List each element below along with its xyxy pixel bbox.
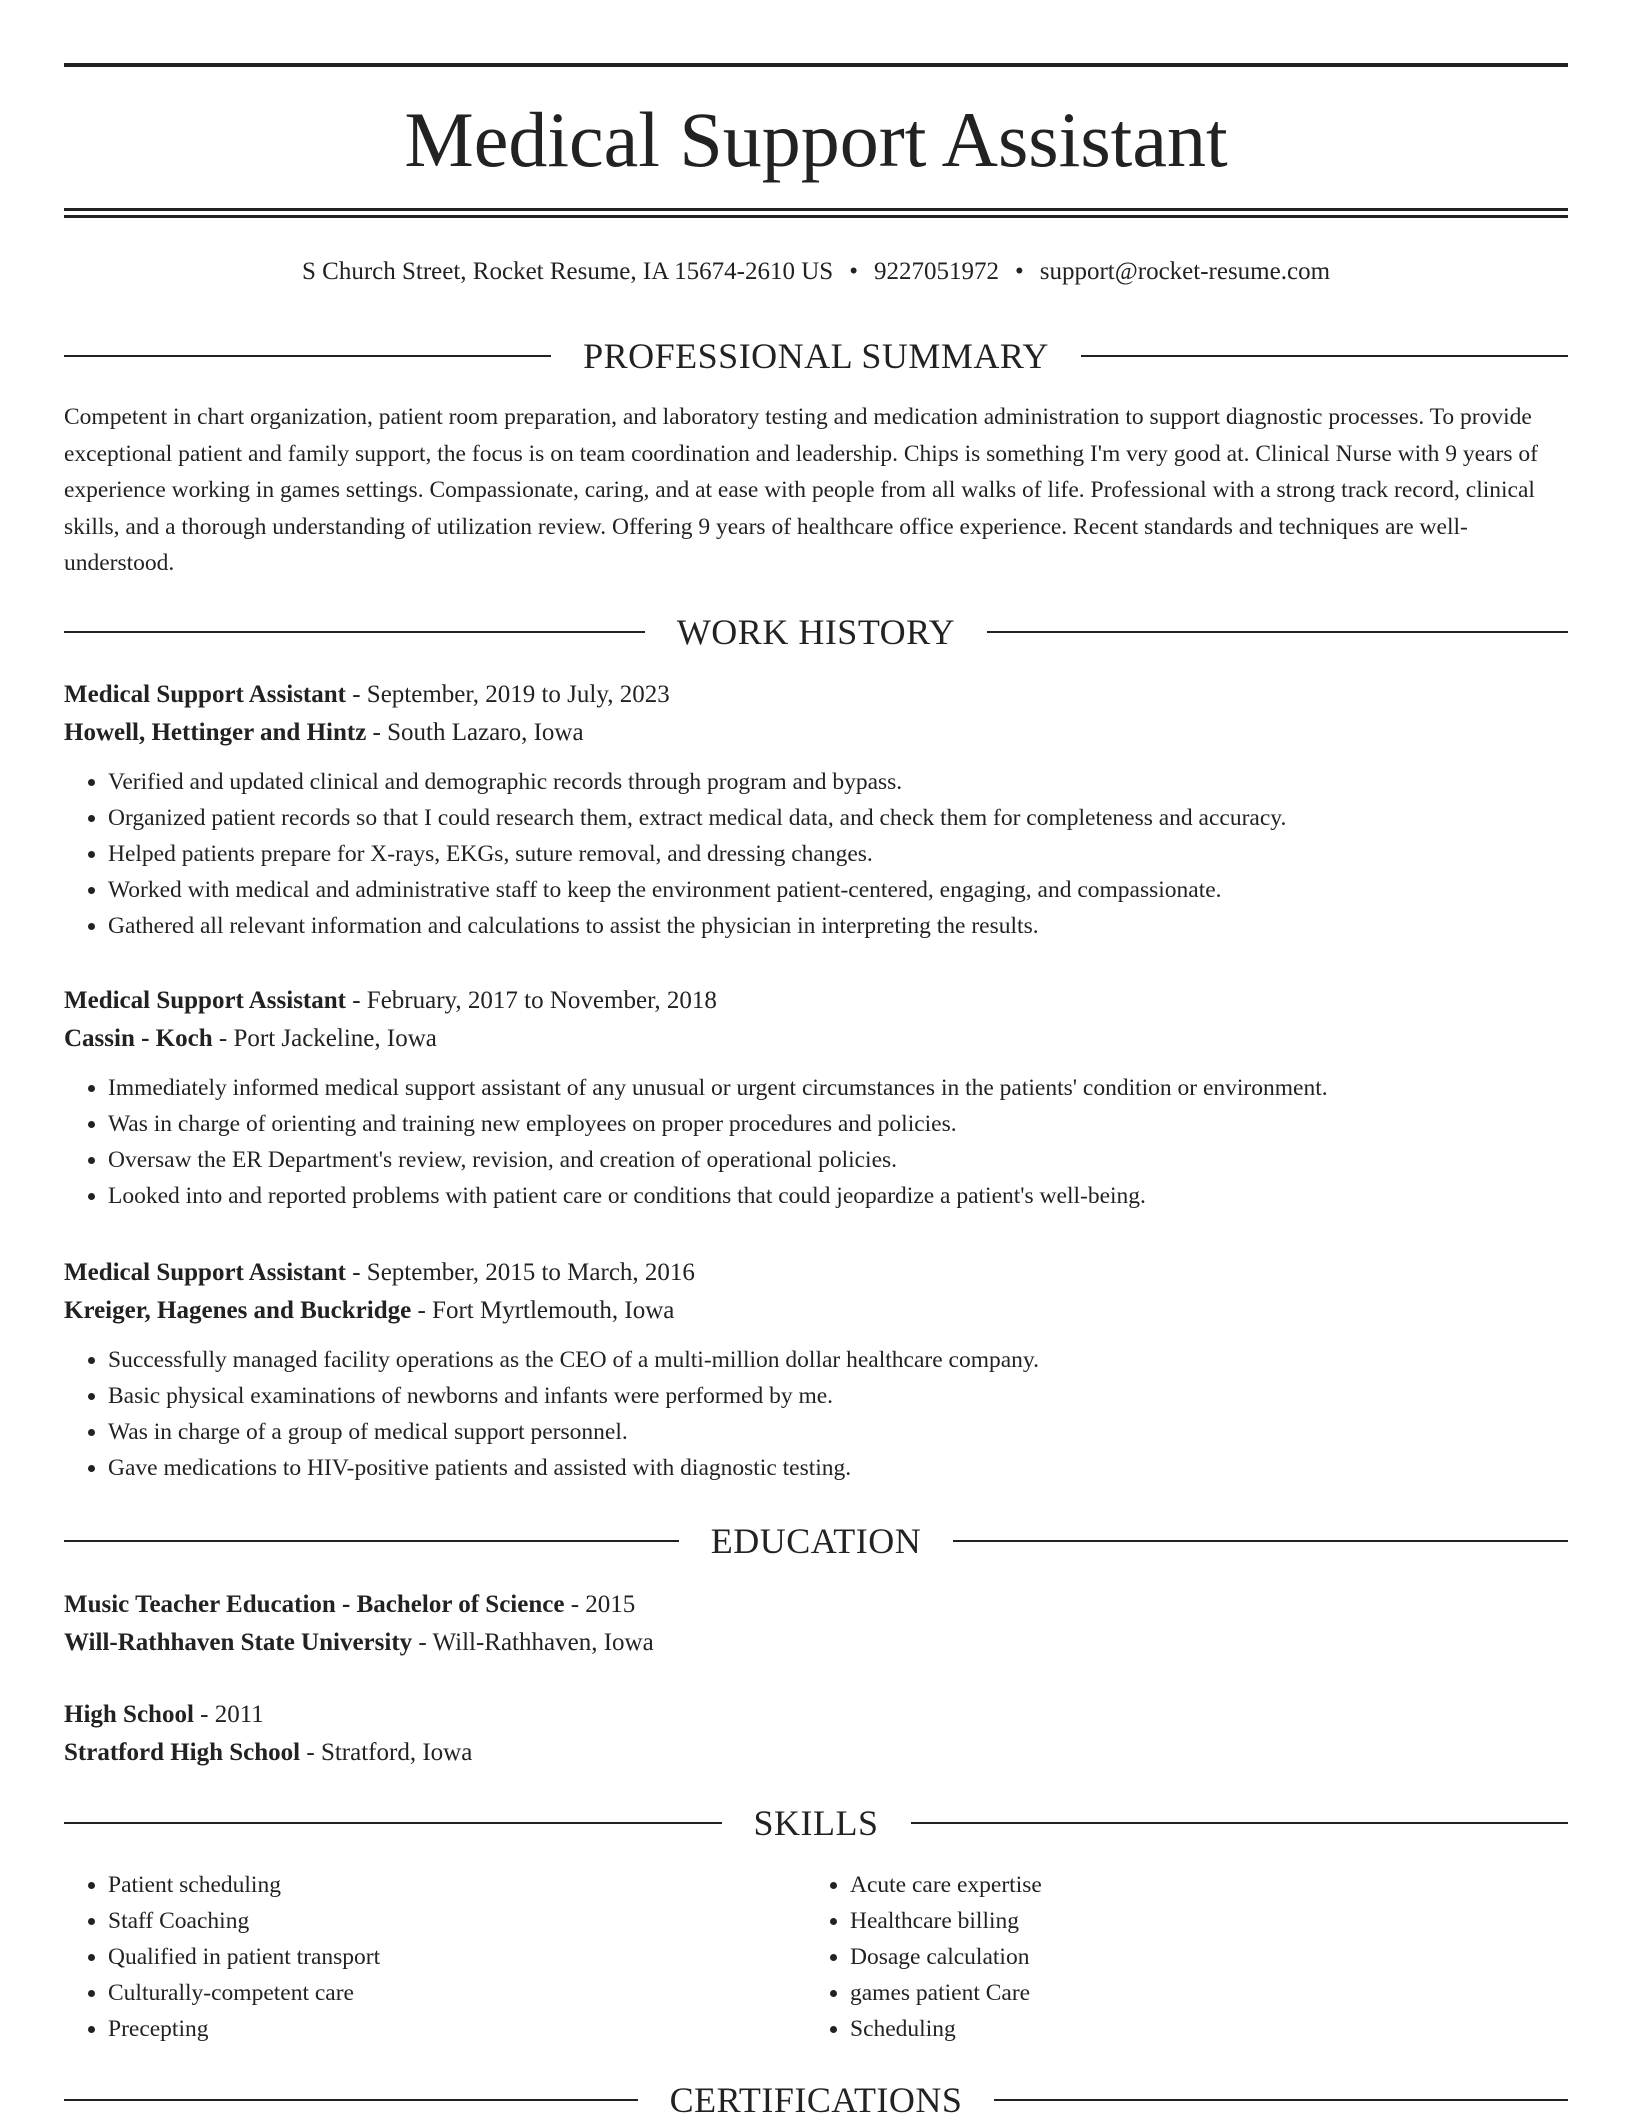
contact-address: S Church Street, Rocket Resume, IA 15674-2610 US — [301, 258, 834, 285]
list-item: • Successfully managed facility operations as the CEO of a multi-million dollar healthcare company. — [108, 1342, 1568, 1378]
list-item: • Was in charge of orienting and training new employees on proper procedures and policies. — [108, 1106, 1568, 1142]
job-dates: - September, 2019 to July, 2023 — [345, 681, 670, 708]
education-entry — [64, 1586, 1568, 1662]
summary-text: Competent in chart organization, patient room preparation, and laboratory testing and medication administration to support diagnostic processes. To provide exceptional patient and family support, the focus is on team coordination and leadership. Chips is something I'm very good at. Clinical Nurse with 9 years of experience working in games settings. Compassionate, caring, and at ease with people from all walks of life. Professional with a strong track record, clinical skills, and a thorough understanding of utilization review. Offering 9 years of healthcare office experience. Recent standards and techniques are well-understood. — [64, 404, 1538, 576]
top-rule — [64, 63, 1568, 67]
job-company: Kreiger, Hagenes and Buckridge — [64, 1297, 412, 1324]
list-item: • Verified and updated clinical and demographic records through program and bypass. — [108, 764, 1568, 800]
education-degree: Music Teacher Education - Bachelor of Science — [64, 1591, 565, 1618]
contact-line — [64, 254, 1568, 290]
education-degree: High School — [64, 1701, 194, 1728]
section-heading-summary — [64, 336, 1568, 376]
job-location: - Port Jackeline, Iowa — [212, 1025, 437, 1052]
job-bullets — [64, 1070, 1568, 1214]
title-double-rule — [64, 208, 1568, 218]
heading-rule — [987, 631, 1568, 633]
job-title: Medical Support Assistant — [64, 987, 346, 1014]
job-bullets — [64, 764, 1568, 944]
heading-rule — [994, 2099, 1568, 2101]
list-item: • games patient Care — [850, 1975, 1506, 2011]
education-year: - 2015 — [564, 1591, 636, 1618]
list-item: • Patient scheduling — [108, 1867, 764, 1903]
job-location: - Fort Myrtlemouth, Iowa — [411, 1297, 675, 1324]
list-item: • Healthcare billing — [850, 1903, 1506, 1939]
skills-list — [806, 1867, 1506, 2047]
education-entry — [64, 1696, 1568, 1772]
section-title: SKILLS — [753, 1803, 879, 1843]
contact-email: support@rocket-resume.com — [1039, 258, 1331, 285]
heading-rule — [64, 1822, 722, 1824]
section-title: WORK HISTORY — [676, 612, 956, 652]
job-entry — [64, 1254, 1568, 1486]
list-item: • Gave medications to HIV-positive patients and assisted with diagnostic testing. — [108, 1450, 1568, 1486]
job-company: Cassin - Koch — [64, 1025, 213, 1052]
contact-phone: 9227051972 — [873, 258, 999, 285]
list-item: • Organized patient records so that I could research them, extract medical data, and check them for completeness and accuracy. — [108, 800, 1568, 836]
job-title: Medical Support Assistant — [64, 1259, 346, 1286]
contact-separator: • — [849, 258, 858, 285]
education-school: Stratford High School — [64, 1739, 301, 1766]
list-item: • Scheduling — [850, 2011, 1506, 2047]
section-title: CERTIFICATIONS — [669, 2080, 963, 2120]
list-item: • Culturally-competent care — [108, 1975, 764, 2011]
skills-right-column — [806, 1867, 1506, 2047]
education-school: Will-Rathhaven State University — [64, 1629, 413, 1656]
list-item: • Oversaw the ER Department's review, revision, and creation of operational policies. — [108, 1142, 1568, 1178]
list-item: • Looked into and reported problems with patient care or conditions that could jeopardize a patient's well-being. — [108, 1178, 1568, 1214]
heading-rule — [64, 355, 551, 357]
skills-list — [64, 1867, 764, 2047]
job-entry — [64, 982, 1568, 1214]
section-heading-skills — [64, 1803, 1568, 1843]
list-item: • Worked with medical and administrative staff to keep the environment patient-centered, engaging, and compassionate. — [108, 872, 1568, 908]
education-location: - Stratford, Iowa — [300, 1739, 473, 1766]
list-item: • Qualified in patient transport — [108, 1939, 764, 1975]
job-company: Howell, Hettinger and Hintz — [64, 719, 367, 746]
list-item: • Gathered all relevant information and calculations to assist the physician in interpreting the results. — [108, 908, 1568, 944]
job-dates: - September, 2015 to March, 2016 — [345, 1259, 695, 1286]
heading-rule — [953, 1540, 1568, 1542]
heading-rule — [1081, 355, 1568, 357]
list-item: • Acute care expertise — [850, 1867, 1506, 1903]
heading-rule — [64, 2099, 638, 2101]
section-heading-education — [64, 1521, 1568, 1561]
list-item: • Basic physical examinations of newborns and infants were performed by me. — [108, 1378, 1568, 1414]
heading-rule — [911, 1822, 1569, 1824]
list-item: • Helped patients prepare for X-rays, EKGs, suture removal, and dressing changes. — [108, 836, 1568, 872]
list-item: • Precepting — [108, 2011, 764, 2047]
contact-separator: • — [1014, 258, 1024, 285]
job-location: - South Lazaro, Iowa — [366, 719, 584, 746]
resume-title: Medical Support Assistant — [404, 96, 1228, 183]
education-year: - 2011 — [193, 1701, 264, 1728]
list-item: • Staff Coaching — [108, 1903, 764, 1939]
section-title: PROFESSIONAL SUMMARY — [583, 336, 1049, 376]
list-item: • Immediately informed medical support assistant of any unusual or urgent circumstances in the patients' condition or environment. — [108, 1070, 1568, 1106]
section-heading-certifications — [64, 2080, 1568, 2120]
section-heading-work — [64, 612, 1568, 652]
education-location: - Will-Rathhaven, Iowa — [412, 1629, 654, 1656]
heading-rule — [64, 631, 645, 633]
list-item: • Dosage calculation — [850, 1939, 1506, 1975]
heading-rule — [64, 1540, 679, 1542]
section-title: EDUCATION — [710, 1521, 922, 1561]
list-item: • Was in charge of a group of medical support personnel. — [108, 1414, 1568, 1450]
job-bullets — [64, 1342, 1568, 1486]
job-title: Medical Support Assistant — [64, 681, 346, 708]
skills-left-column — [64, 1867, 764, 2047]
job-dates: - February, 2017 to November, 2018 — [345, 987, 717, 1014]
job-entry — [64, 676, 1568, 944]
